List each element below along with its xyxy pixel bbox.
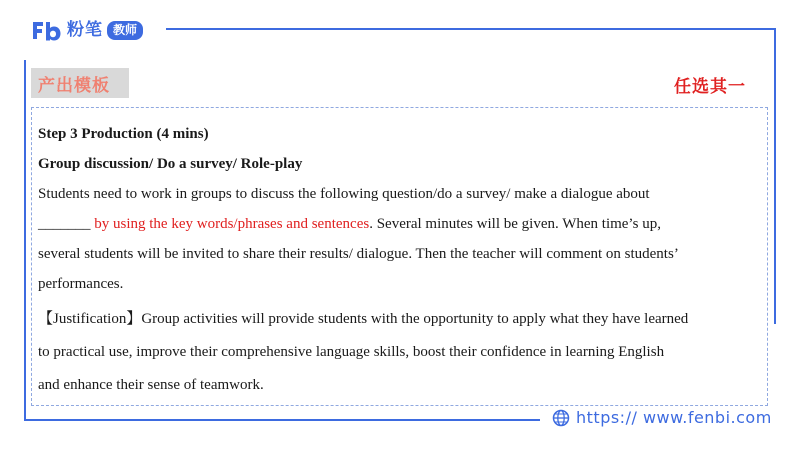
choose-one-note: 任选其一 bbox=[674, 77, 746, 97]
globe-icon bbox=[552, 409, 570, 427]
brand-logo bbox=[31, 18, 143, 42]
paragraph-line-3: several students will be invited to share their results/ dialogue. Then the teacher will comment on students’ bbox=[38, 246, 679, 262]
justification-line-3: and enhance their sense of teamwork. bbox=[38, 377, 264, 393]
section-title: 产出模板 bbox=[38, 75, 110, 96]
frame-right-line bbox=[774, 28, 776, 324]
red-highlight-text: by using the key words/phrases and sentences bbox=[94, 216, 370, 232]
step-heading: Step 3 Production (4 mins) bbox=[38, 126, 209, 142]
paragraph-line-1: Students need to work in groups to discuss the following question/do a survey/ make a dialogue about bbox=[38, 186, 650, 202]
fb-logo-icon bbox=[31, 19, 63, 41]
frame-left-line bbox=[24, 60, 26, 420]
section-title-band bbox=[31, 68, 129, 98]
frame-top-line bbox=[166, 28, 776, 30]
footer-url bbox=[552, 408, 772, 427]
brand-name: 粉笔 bbox=[67, 20, 103, 40]
blank-underline: _______ bbox=[38, 216, 95, 232]
paragraph-line-4: performances. bbox=[38, 276, 124, 292]
justification-line-2: to practical use, improve their comprehensive language skills, boost their confidence in learning English bbox=[38, 344, 665, 360]
justification-line-1: 【Justification】Group activities will provide students with the opportunity to apply what they have learned bbox=[38, 311, 689, 327]
paragraph-line-2 bbox=[38, 214, 661, 234]
activity-heading: Group discussion/ Do a survey/ Role-play bbox=[38, 156, 303, 172]
paragraph-line-2-rest: . Several minutes will be given. When time’s up, bbox=[369, 216, 661, 232]
url-text: https:// www.fenbi.com bbox=[576, 408, 772, 427]
frame-bottom-line bbox=[24, 419, 540, 421]
brand-badge: 教师 bbox=[107, 21, 143, 40]
